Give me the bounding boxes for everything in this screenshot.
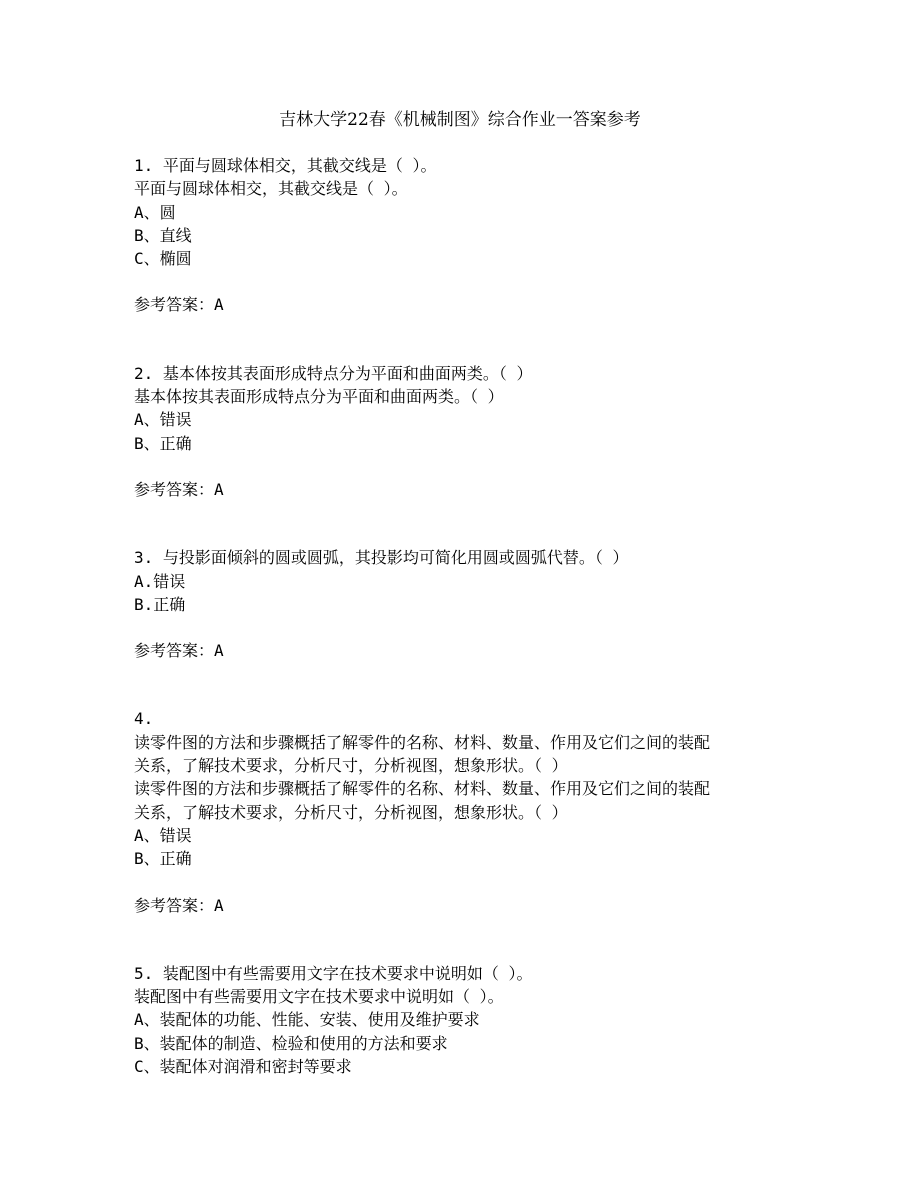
question-4-repeat-line1: 读零件图的方法和步骤概括了解零件的名称、材料、数量、作用及它们之间的装配	[134, 779, 711, 799]
question-2-repeat: 基本体按其表面形成特点分为平面和曲面两类。（ ）	[134, 387, 504, 407]
question-3-stem: 3. 与投影面倾斜的圆或圆弧，其投影均可简化用圆或圆弧代替。（ ）	[134, 548, 629, 568]
question-4-stem-line2: 关系，了解技术要求，分析尺寸，分析视图，想象形状。（ ）	[134, 756, 568, 776]
question-1-option-a: A、圆	[134, 202, 176, 222]
question-4-option-a: A、错误	[134, 825, 192, 845]
question-4	[134, 707, 794, 916]
question-3	[134, 546, 794, 662]
question-4-number: 4.	[134, 709, 154, 729]
question-1-option-b: B、直线	[134, 225, 192, 245]
document-title: 吉林大学22春《机械制图》综合作业一答案参考	[279, 110, 641, 130]
question-3-option-b: B.正确	[134, 594, 186, 614]
question-4-repeat-line2: 关系，了解技术要求，分析尺寸，分析视图，想象形状。（ ）	[134, 802, 568, 822]
question-1-repeat: 平面与圆球体相交，其截交线是（ ）。	[134, 179, 408, 199]
question-2-option-a: A、错误	[134, 410, 192, 430]
question-2-stem: 2. 基本体按其表面形成特点分为平面和曲面两类。（ ）	[134, 363, 533, 383]
question-3-answer: 参考答案：A	[134, 641, 224, 661]
question-1	[134, 154, 794, 317]
question-5-option-c: C、装配体对润滑和密封等要求	[134, 1057, 352, 1077]
question-5-stem: 5. 装配图中有些需要用文字在技术要求中说明如（ ）。	[134, 963, 533, 983]
question-2-option-b: B、正确	[134, 433, 192, 453]
question-2	[134, 362, 794, 501]
question-4-answer: 参考答案：A	[134, 895, 224, 915]
question-4-stem-line1: 读零件图的方法和步骤概括了解零件的名称、材料、数量、作用及它们之间的装配	[134, 732, 711, 752]
question-3-option-a: A.错误	[134, 571, 186, 591]
question-1-option-c: C、椭圆	[134, 249, 192, 269]
question-5-option-b: B、装配体的制造、检验和使用的方法和要求	[134, 1033, 448, 1053]
question-4-option-b: B、正确	[134, 849, 192, 869]
question-2-answer: 参考答案：A	[134, 479, 224, 499]
question-5-repeat: 装配图中有些需要用文字在技术要求中说明如（ ）。	[134, 987, 504, 1007]
question-list	[134, 154, 794, 1078]
question-5	[134, 962, 794, 1078]
question-5-option-a: A、装配体的功能、性能、安装、使用及维护要求	[134, 1010, 480, 1030]
question-1-answer: 参考答案：A	[134, 295, 224, 315]
question-1-stem: 1. 平面与圆球体相交，其截交线是（ ）。	[134, 156, 437, 175]
